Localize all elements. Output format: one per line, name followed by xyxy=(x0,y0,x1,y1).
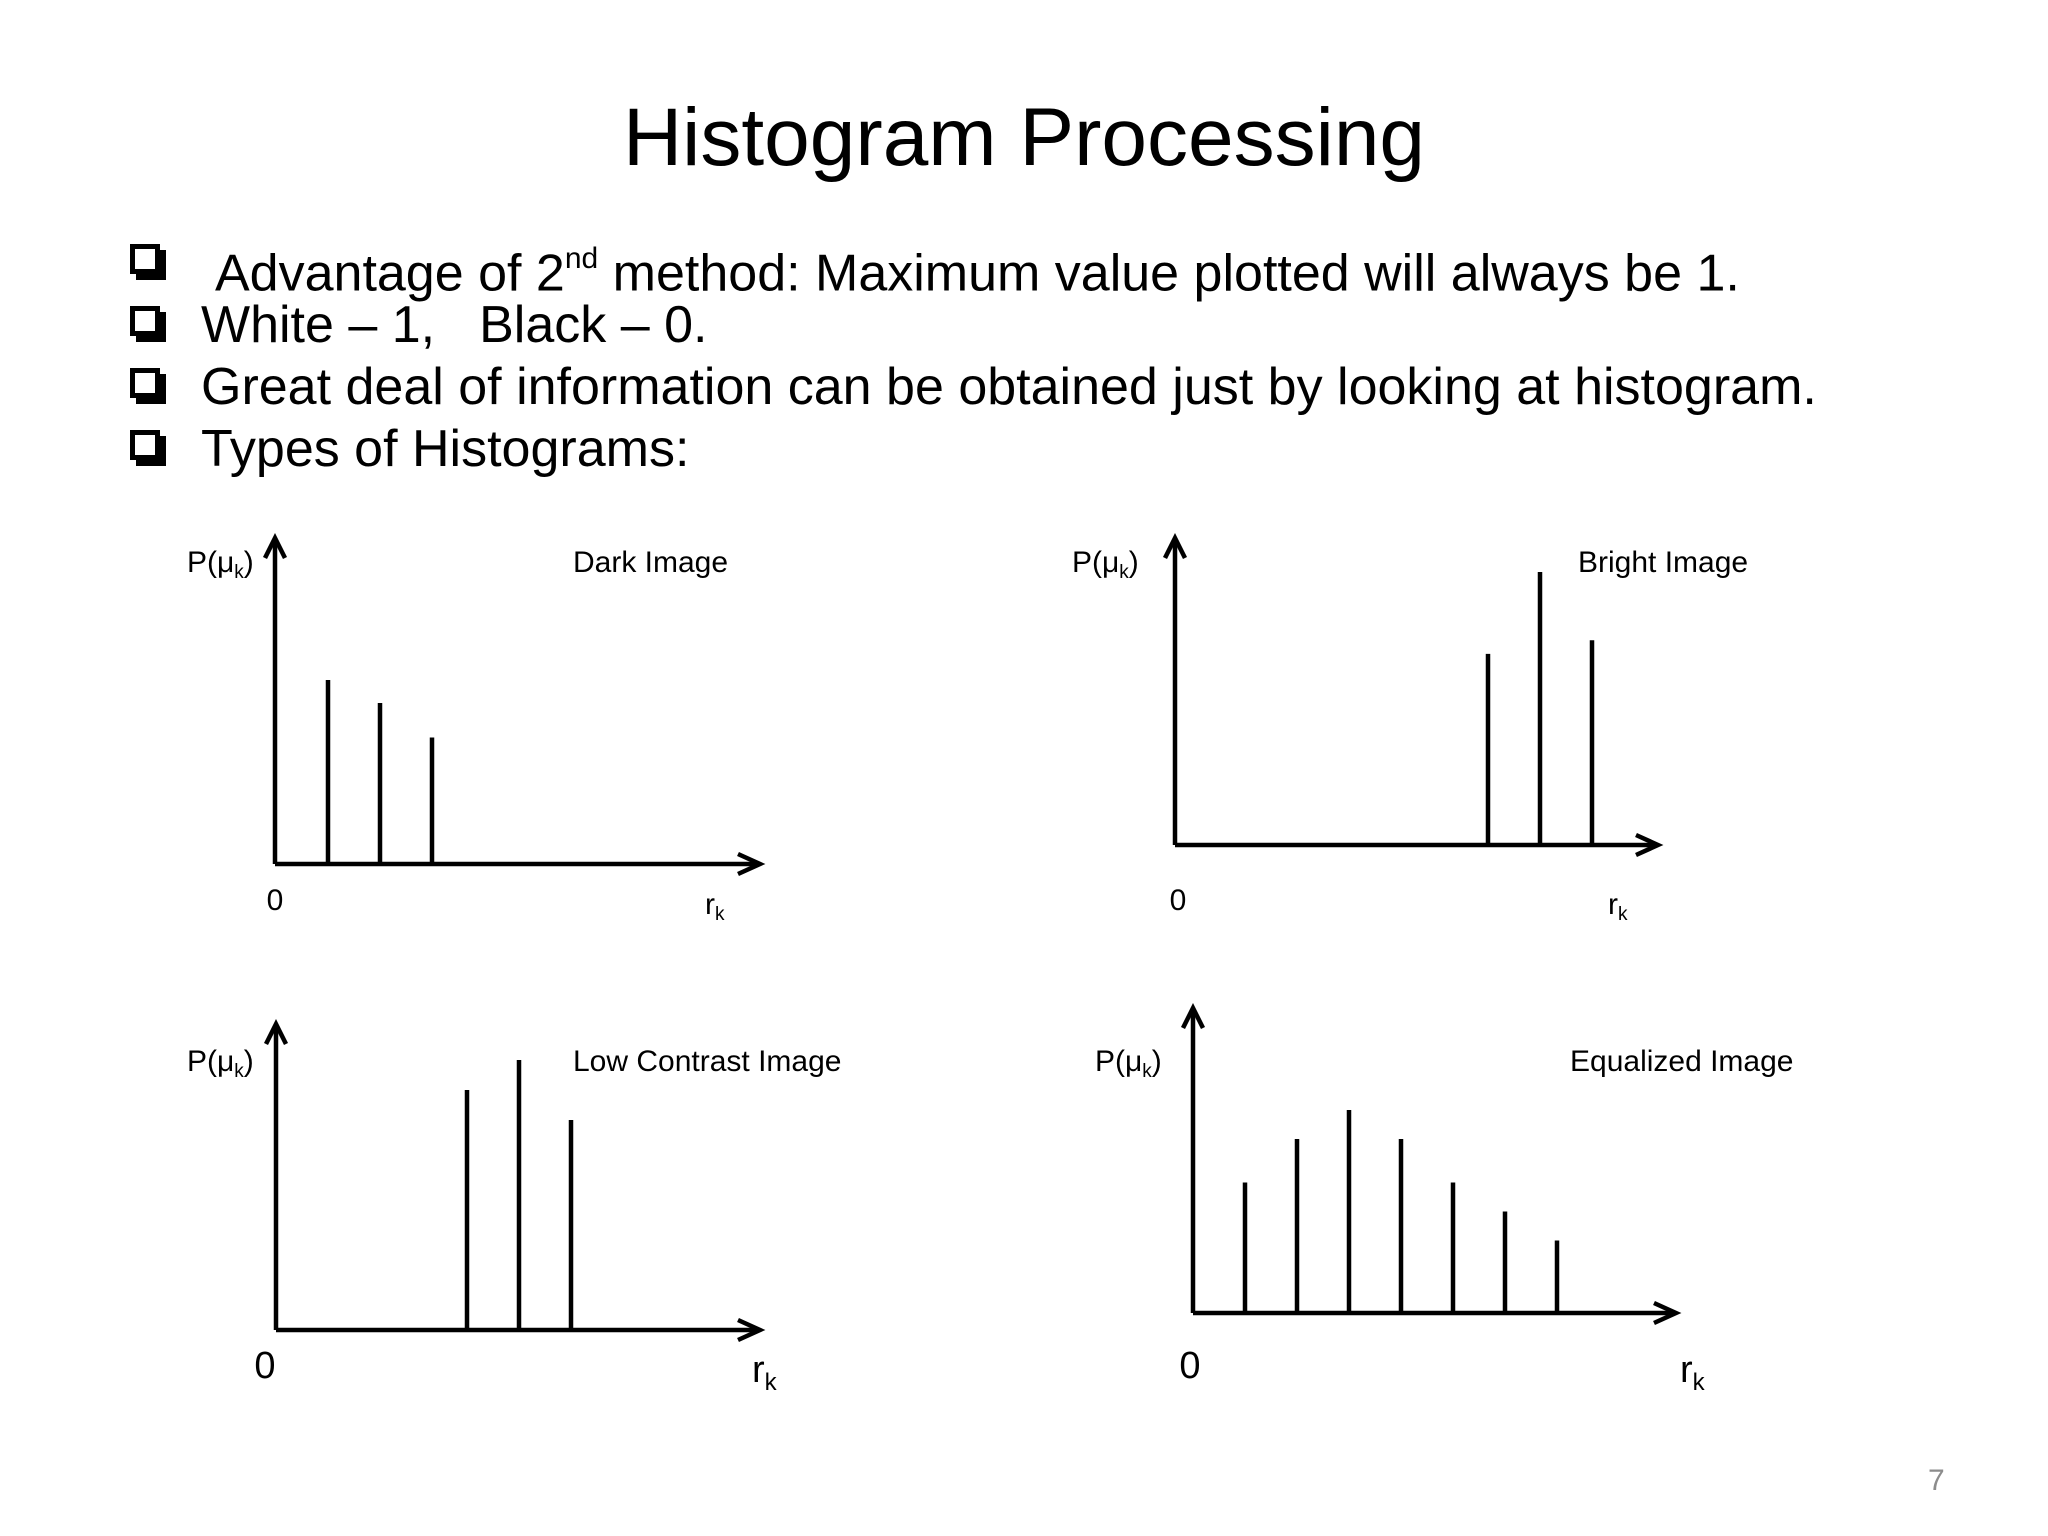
origin-label: 0 xyxy=(266,884,284,917)
y-axis-label: $P(\mu_k)$ xyxy=(187,546,254,583)
histogram-panel xyxy=(1072,538,1748,925)
origin-label: 0 xyxy=(1169,884,1187,917)
slide-title: Histogram Processing xyxy=(622,92,1426,183)
y-axis-label: $P(\mu_k)$ xyxy=(1095,1045,1162,1082)
bullet-text: Great deal of information can be obtained just by looking at histogram. xyxy=(201,358,1817,416)
x-axis-label: $r_k$ xyxy=(752,1349,777,1396)
x-axis-label: $r_k$ xyxy=(1608,888,1628,925)
bullet-text: Advantage of 2 xyxy=(215,244,565,303)
x-axis-label: $r_k$ xyxy=(1680,1349,1705,1396)
histogram-title: Dark Image xyxy=(573,546,729,579)
bullet-text: Black – 0. xyxy=(479,296,708,354)
bullet-text: Types of Histograms: xyxy=(201,420,690,478)
page-number: 7 xyxy=(1928,1464,1945,1497)
y-axis-label: $P(\mu_k)$ xyxy=(1072,546,1139,583)
y-axis-label: $P(\mu_k)$ xyxy=(187,1045,254,1082)
bullet-text: White – 1, xyxy=(201,296,436,354)
histogram-panel xyxy=(187,1024,841,1396)
histogram-title: Bright Image xyxy=(1578,546,1749,579)
origin-label: 0 xyxy=(254,1345,276,1387)
histogram-title: Low Contrast Image xyxy=(573,1045,842,1078)
bullet-superscript: nd xyxy=(564,242,599,275)
histogram-panel xyxy=(187,538,760,925)
bullet-text: method: Maximum value plotted will always be 1. xyxy=(598,244,1740,303)
histogram-title: Equalized Image xyxy=(1570,1045,1794,1078)
x-axis-label: $r_k$ xyxy=(705,888,725,925)
origin-label: 0 xyxy=(1179,1345,1201,1387)
histogram-panel xyxy=(1095,1008,1793,1396)
